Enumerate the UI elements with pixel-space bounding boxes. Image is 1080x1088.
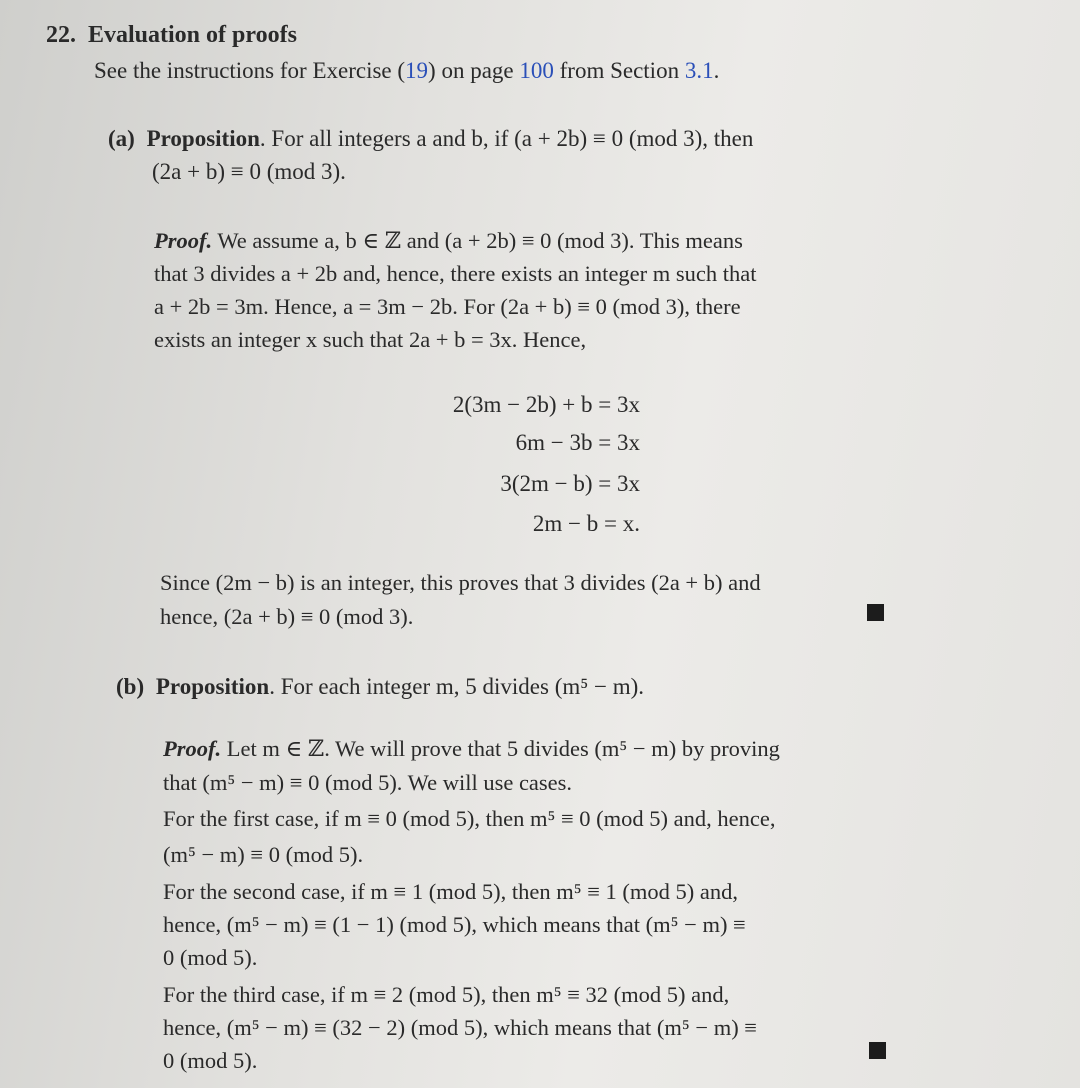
part-b-proof-line2: that (m⁵ − m) ≡ 0 (mod 5). We will use cases. — [163, 770, 573, 795]
part-a-proof-line3: a + 2b = 3m. Hence, a = 3m − 2b. For (2a + b) ≡ 0 (mod 3), there — [154, 294, 741, 319]
part-b-proof-line1 — [163, 738, 780, 761]
part-a-equation-1: 2(3m − 2b) + b = 3x — [452, 392, 640, 417]
exercise-number: 22. — [46, 22, 76, 48]
part-b-label: (b) — [116, 674, 145, 699]
exercise-title: Evaluation of proofs — [88, 22, 297, 48]
part-b-qed-box — [869, 1042, 886, 1059]
part-b-proposition — [116, 675, 644, 698]
part-a-proof-line1 — [154, 230, 743, 253]
part-b-case3-line2: hence, (m⁵ − m) ≡ (32 − 2) (mod 5), which means that (m⁵ − m) ≡ — [163, 1015, 757, 1040]
part-a-proof-text1: We assume a, b ∈ ℤ and (a + 2b) ≡ 0 (mod 3). This means — [212, 228, 743, 253]
exercise-reference-link[interactable]: 19 — [405, 58, 429, 83]
part-a-proof-word: Proof. — [154, 228, 213, 253]
part-b-case3-line3: 0 (mod 5). — [163, 1048, 258, 1073]
page-reference-link[interactable]: 100 — [519, 58, 554, 83]
part-a-qed-box — [867, 604, 884, 621]
part-a-proposition-text1: . For all integers a and b, if (a + 2b) ≡ 0 (mod 3), then — [259, 126, 754, 151]
exercise-heading — [46, 22, 297, 49]
part-b-case2-line2: hence, (m⁵ − m) ≡ (1 − 1) (mod 5), which means that (m⁵ − m) ≡ — [163, 912, 746, 937]
part-a-equation-2: 6m − 3b = 3x — [515, 430, 640, 455]
exercise-instructions — [94, 59, 719, 82]
instructions-mid1: ) on page — [428, 58, 520, 83]
part-a-equation-4: 2m − b = x. — [532, 511, 640, 536]
section-reference-link[interactable]: 3.1 — [684, 58, 714, 83]
part-b-case1-line2: (m⁵ − m) ≡ 0 (mod 5). — [163, 842, 364, 867]
part-a-proposition-line2: (2a + b) ≡ 0 (mod 3). — [152, 159, 346, 184]
part-a-conclusion-line2: hence, (2a + b) ≡ 0 (mod 3). — [160, 604, 414, 629]
instructions-pre: See the instructions for Exercise ( — [94, 58, 406, 83]
part-b-proof-text1: Let m ∈ ℤ. We will prove that 5 divides (m⁵ − m) by proving — [221, 736, 780, 761]
part-a-proof-line2: that 3 divides a + 2b and, hence, there exists an integer m such that — [154, 261, 757, 286]
part-b-case1-line1: For the first case, if m ≡ 0 (mod 5), then m⁵ ≡ 0 (mod 5) and, hence, — [163, 806, 776, 831]
part-b-proof-word: Proof. — [163, 736, 222, 761]
instructions-post: . — [713, 58, 720, 83]
instructions-mid2: from Section — [553, 58, 685, 83]
part-a-conclusion-line1: Since (2m − b) is an integer, this proves that 3 divides (2a + b) and — [160, 570, 761, 595]
part-b-case2-line1: For the second case, if m ≡ 1 (mod 5), then m⁵ ≡ 1 (mod 5) and, — [163, 879, 738, 904]
part-b-proposition-text: . For each integer m, 5 divides (m⁵ − m). — [269, 674, 645, 699]
part-b-case2-line3: 0 (mod 5). — [163, 945, 258, 970]
part-a-label: (a) — [108, 126, 135, 151]
part-a-equation-3: 3(2m − b) = 3x — [500, 471, 640, 496]
part-a-proof-line4: exists an integer x such that 2a + b = 3x. Hence, — [154, 327, 587, 352]
part-b-proposition-word: Proposition — [155, 674, 270, 699]
part-b-case3-line1: For the third case, if m ≡ 2 (mod 5), then m⁵ ≡ 32 (mod 5) and, — [163, 982, 730, 1007]
part-a-proposition-word: Proposition — [146, 126, 260, 151]
part-a-proposition-line1 — [108, 127, 753, 150]
